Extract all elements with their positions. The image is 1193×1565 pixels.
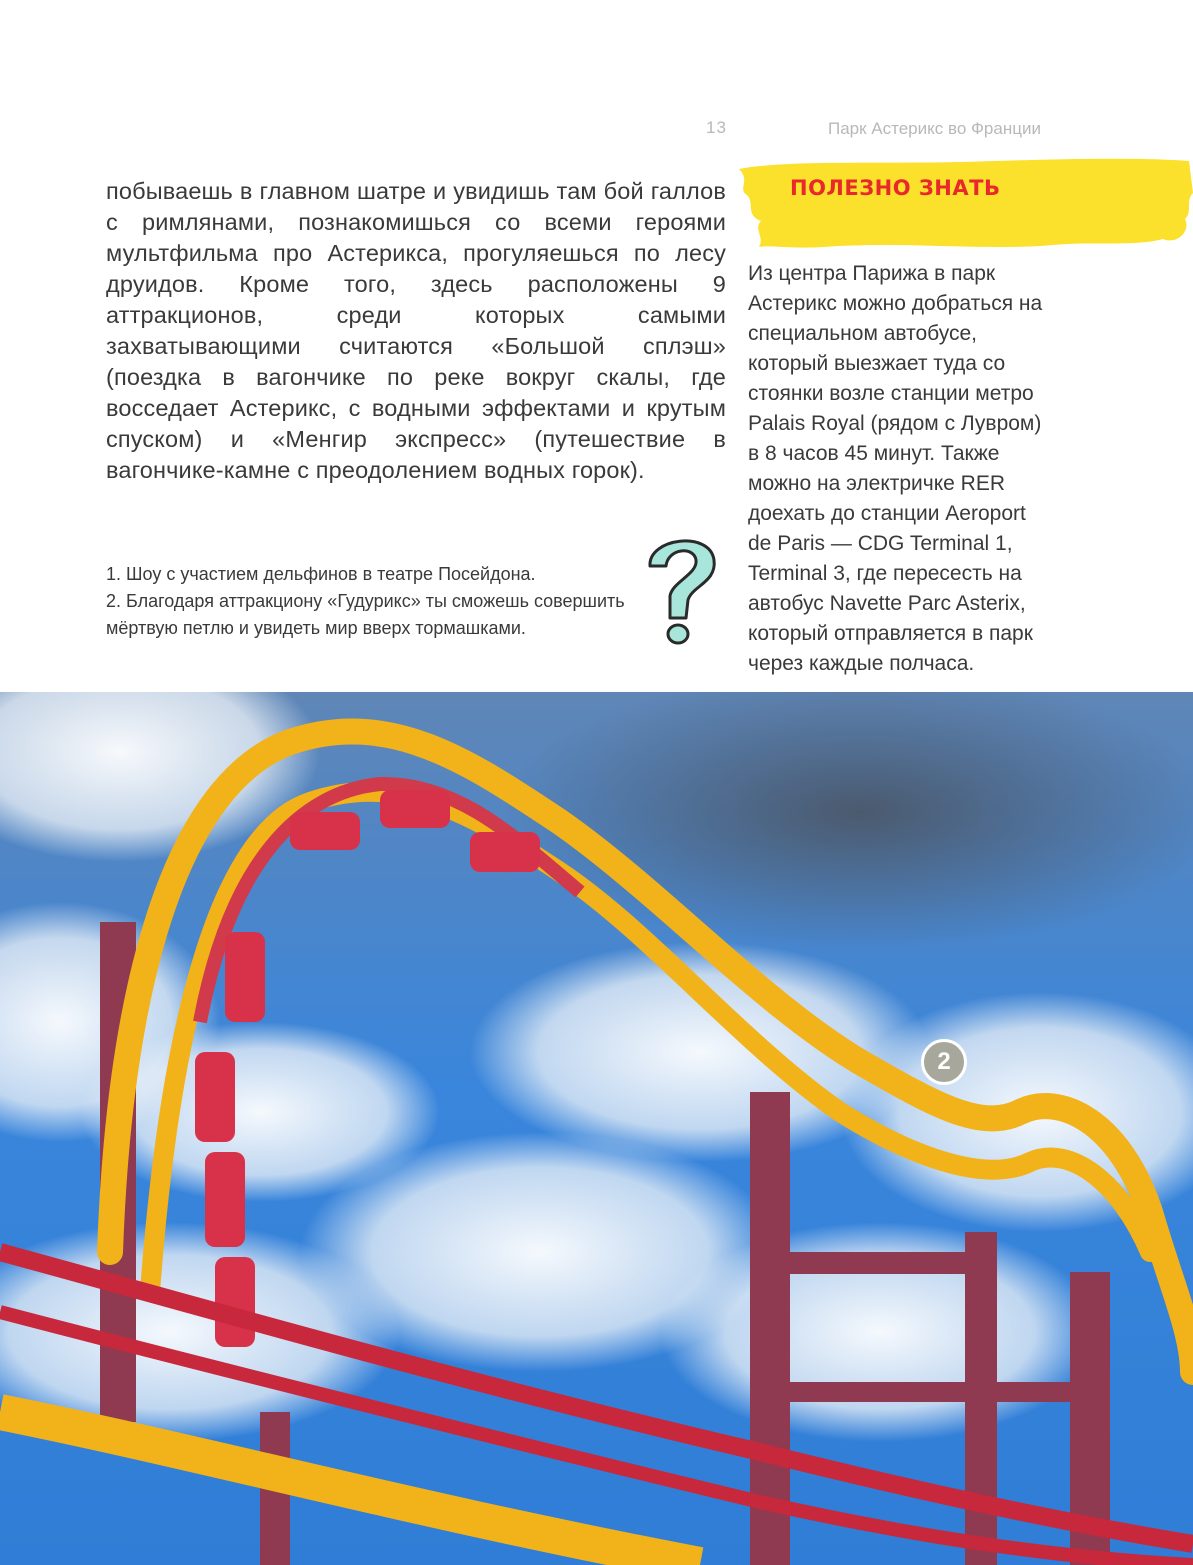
running-title: Парк Астерикс во Франции [828,119,1041,138]
main-paragraph: побываешь в главном шатре и увидишь там бой галлов с римлянами, познакомишься со всеми героями мультфильма про Астерикса, прогуляешься по лесу друидов. Кроме того, здесь расположены 9 аттракционов, среди которых самыми захватывающими считаются «Большой сплэш» (поездка в вагончике по реке вокруг скалы, где восседает Астерикс, с водными эффектами и крутым спуском) и «Менгир экспресс» (путешествие в вагончике-камне с преодолением водных горок). [106,178,726,483]
photo-badge: 2 [921,1039,967,1085]
footnote-1: 1. Шоу с участием дельфинов в театре Посейдона. [106,564,536,584]
footnote-2: 2. Благодаря аттракциону «Гудурикс» ты сможешь совершить мёртвую петлю и увидеть мир вверх тормашками. [106,591,625,638]
page-number: 13 [706,118,727,137]
footnotes [106,561,666,642]
question-mark-icon [640,526,724,646]
sticker-banner [733,155,1193,250]
sticker-label: ПОЛЕЗНО ЗНАТЬ [790,176,1001,200]
roller-coaster-photo [0,692,1193,1565]
tip-text: Из центра Парижа в парк Астерикс можно добраться на специальном автобусе, который выезжает туда со стоянки возле станции метро Palais Royal (рядом с Лувром) в 8 часов 45 минут. Также можно на электричке RER доехать до станции Aeroport de Paris — CDG Terminal 1, Terminal 3, где пересесть на автобус Navette Parc Asterix, который отправляется в парк через каждые полчаса. [748,262,1043,675]
